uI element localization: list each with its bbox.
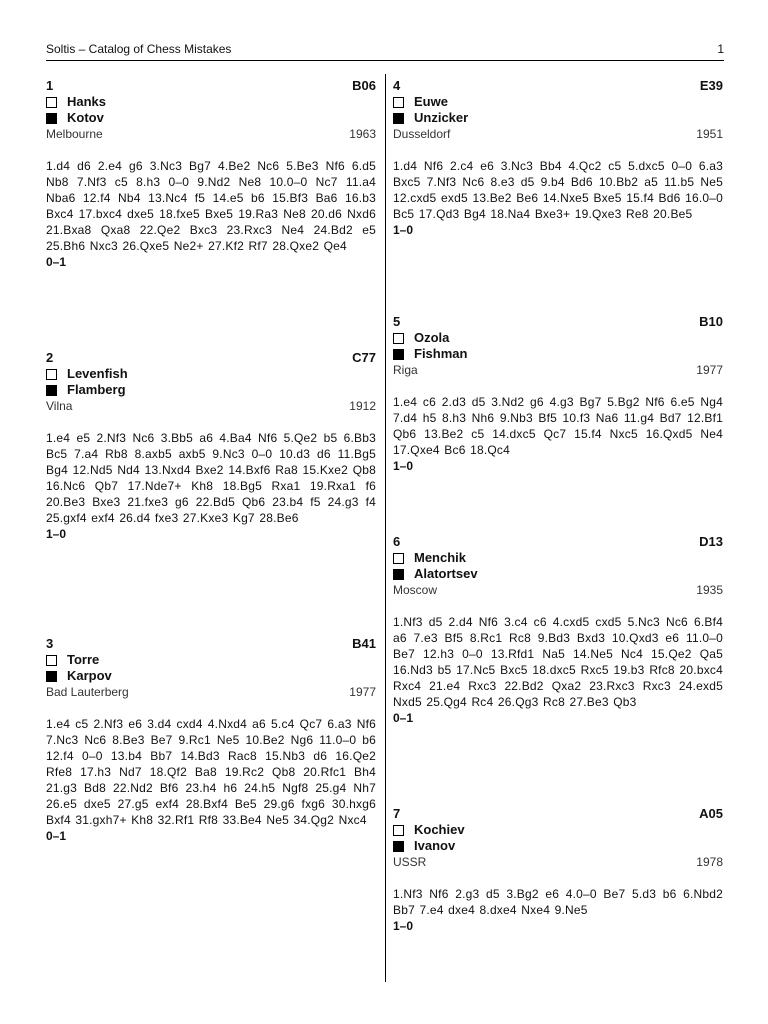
white-square-icon — [46, 97, 57, 108]
event-line — [393, 582, 723, 598]
game-entry — [393, 78, 723, 314]
white-square-icon — [46, 369, 57, 380]
black-player — [393, 110, 723, 126]
black-player-name: Ivanov — [414, 838, 456, 853]
game-entry — [393, 534, 723, 806]
black-player — [393, 566, 723, 582]
game-moves: 1.Nf3 Nf6 2.g3 d5 3.Bg2 e6 4.0–0 Be7 5.d3 b6 6.Nbd2 Bb7 7.e4 dxe4 8.dxe4 Nxe4 9.Ne5 — [393, 887, 723, 917]
eco-code: E39 — [699, 78, 723, 93]
event-year: 1978 — [696, 855, 723, 869]
white-player-name: Ozola — [414, 330, 450, 345]
black-square-icon — [393, 841, 404, 852]
black-square-icon — [393, 113, 404, 124]
white-player — [393, 550, 723, 566]
game-result: 1–0 — [46, 527, 67, 541]
event-place: Riga — [393, 363, 418, 377]
black-square-icon — [46, 671, 57, 682]
black-square-icon — [393, 349, 404, 360]
white-player-name: Kochiev — [414, 822, 465, 837]
game-header — [46, 350, 376, 366]
white-player — [393, 330, 723, 346]
game-moves: 1.e4 c6 2.d3 d5 3.Nd2 g6 4.g3 Bg7 5.Bg2 Nf6 6.e5 Ng4 7.d4 h5 8.h3 Nh6 9.Nb3 Bf5 10.f3 Na6 11.g4 Bd7 12.Bf1 Qb6 13.Be2 c5 14.dxc5 Qc7 15.f4 Nxc5 16.Qxd5 Ne4 17.Qxe4 Bc6 18.Qc4 — [393, 395, 723, 457]
game-number: 3 — [46, 636, 54, 651]
white-player-name: Hanks — [67, 94, 107, 109]
game-result: 1–0 — [393, 223, 414, 237]
event-place: Dusseldorf — [393, 127, 451, 141]
white-player-name: Menchik — [414, 550, 467, 565]
game-result: 0–1 — [46, 255, 67, 269]
event-place: Vilna — [46, 399, 73, 413]
black-player-name: Flamberg — [67, 382, 126, 397]
game-header — [393, 78, 723, 94]
game-header — [393, 806, 723, 822]
black-square-icon — [46, 113, 57, 124]
event-line — [393, 854, 723, 870]
white-square-icon — [393, 97, 404, 108]
white-player — [46, 652, 376, 668]
white-square-icon — [393, 333, 404, 344]
game-header — [393, 314, 723, 330]
white-player-name: Euwe — [414, 94, 448, 109]
game-entry — [393, 806, 723, 934]
white-square-icon — [393, 553, 404, 564]
white-player — [46, 94, 376, 110]
game-result: 1–0 — [393, 919, 414, 933]
event-line — [46, 126, 376, 142]
black-player-name: Kotov — [67, 110, 104, 125]
black-square-icon — [393, 569, 404, 580]
game-header — [46, 78, 376, 94]
black-player-name: Karpov — [67, 668, 112, 683]
black-player — [393, 346, 723, 362]
event-line — [393, 362, 723, 378]
game-number: 7 — [393, 806, 401, 821]
event-line — [46, 398, 376, 414]
game-number: 6 — [393, 534, 401, 549]
game-header — [46, 636, 376, 652]
black-player-name: Alatortsev — [414, 566, 478, 581]
white-square-icon — [393, 825, 404, 836]
white-square-icon — [46, 655, 57, 666]
white-player — [393, 94, 723, 110]
black-player — [393, 838, 723, 854]
event-year: 1912 — [349, 399, 376, 413]
white-player — [46, 366, 376, 382]
event-year: 1977 — [349, 685, 376, 699]
game-number: 5 — [393, 314, 401, 329]
game-result: 0–1 — [393, 711, 414, 725]
game-moves: 1.d4 d6 2.e4 g6 3.Nc3 Bg7 4.Be2 Nc6 5.Be3 Nf6 6.d5 Nb8 7.Nf3 c5 8.h3 0–0 9.Nd2 Ne8 10.0–0 Nc7 11.a4 Nba6 12.f4 Nb4 13.Nc4 f5 14.e5 b6 15.Bf3 Ba6 16.b3 Bxc4 17.bxc4 dxe5 18.fxe5 Bxe5 19.Ra3 Ne8 20.d6 Nxd6 21.Bxa8 Qxa8 22.Qe2 Bxc3 23.Rxc3 Ne4 24.Bd2 e5 25.Bh6 Nxc3 26.Qxe5 Ne2+ 27.Kf2 Rf7 28.Qxe2 Qe4 — [46, 159, 376, 253]
black-square-icon — [46, 385, 57, 396]
eco-code: A05 — [699, 806, 723, 821]
eco-code: B41 — [352, 636, 376, 651]
game-moves: 1.e4 c5 2.Nf3 e6 3.d4 cxd4 4.Nxd4 a6 5.c4 Qc7 6.a3 Nf6 7.Nc3 Nc6 8.Be3 Be7 9.Rc1 Ne5 10.Be2 Ng6 11.0–0 b6 12.f4 0–0 13.b4 Bb7 14.Bd3 Rac8 15.Nb3 d6 16.Qe2 Rfe8 17.h3 Nd7 18.Qf2 Ba8 19.Rc2 Qb8 20.Rfc1 Bh4 21.g3 Bd8 22.Nd2 Bf6 23.h4 h6 24.h5 Ngf8 25.g4 Nh7 26.e5 dxe5 27.g5 exf4 28.Bxf4 Be5 29.g6 fxg6 30.hxg6 Bxf4 31.gxh7+ Kh8 32.Rf1 Rf8 33.Be4 Ne5 34.Qg2 Nxc4 — [46, 717, 376, 827]
white-player-name: Levenfish — [67, 366, 128, 381]
event-year: 1977 — [696, 363, 723, 377]
eco-code: C77 — [352, 350, 376, 365]
game-moves: 1.e4 e5 2.Nf3 Nc6 3.Bb5 a6 4.Ba4 Nf6 5.Qe2 b5 6.Bb3 Bc5 7.a4 Rb8 8.axb5 axb5 9.Nc3 0–0 10.d3 d6 11.Bg5 Bg4 12.Nd5 Nd4 13.Nxd4 Bxe2 14.Bxf6 Ra8 15.Kxe2 Qb8 16.Nc6 Qb7 17.Nde7+ Kh8 18.Bg5 Rxa1 19.Rxa1 f6 20.Be3 Bxe3 21.fxe3 g6 22.Bd5 Qb6 23.b4 f5 24.g3 f4 25.gxf4 exf4 26.d4 fxe3 27.Kxe3 Kg7 28.Be6 — [46, 431, 376, 525]
eco-code: B10 — [699, 314, 723, 329]
game-moves: 1.Nf3 d5 2.d4 Nf6 3.c4 c6 4.cxd5 cxd5 5.Nc3 Nc6 6.Bf4 a6 7.e3 Bf5 8.Rc1 Rc8 9.Bd3 Bxd3 10.Qxd3 e6 11.0–0 Be7 12.h3 0–0 13.Rfd1 Na5 14.Ne5 Nc4 15.Qe2 Qa5 16.Nd3 b5 17.Nc5 Bxc5 18.dxc5 Rxc5 19.b3 Rfc8 20.bxc4 Rxc4 21.e4 Rxc3 22.Bd2 Qxa2 23.Rxc3 Rxc3 24.exd5 Nxd5 25.Qg4 Rc4 26.Qg3 Rc8 27.Be3 Qb3 — [393, 615, 723, 709]
white-player — [393, 822, 723, 838]
game-moves: 1.d4 Nf6 2.c4 e6 3.Nc3 Bb4 4.Qc2 c5 5.dxc5 0–0 6.a3 Bxc5 7.Nf3 Nc6 8.e3 d5 9.b4 Bd6 10.Bb2 a5 11.b5 Ne5 12.cxd5 exd5 13.Be2 Be6 14.Nxe5 Bxe5 15.f4 Bd6 16.0–0 Bc5 17.Qd3 Bg4 18.Na4 Bxe3+ 19.Qxe3 Re8 20.Be5 — [393, 159, 723, 221]
left-column — [46, 78, 376, 844]
game-entry — [46, 78, 376, 350]
eco-code: D13 — [699, 534, 723, 549]
right-column — [393, 78, 723, 934]
black-player — [46, 382, 376, 398]
black-player — [46, 110, 376, 126]
game-number: 4 — [393, 78, 401, 93]
eco-code: B06 — [352, 78, 376, 93]
event-year: 1951 — [696, 127, 723, 141]
game-result: 0–1 — [46, 829, 67, 843]
game-entry — [46, 350, 376, 636]
event-place: Bad Lauterberg — [46, 685, 129, 699]
page-number: 1 — [717, 42, 724, 56]
event-year: 1963 — [349, 127, 376, 141]
game-header — [393, 534, 723, 550]
column-divider — [385, 74, 386, 982]
white-player-name: Torre — [67, 652, 100, 667]
running-title: Soltis – Catalog of Chess Mistakes — [46, 42, 232, 56]
game-number: 2 — [46, 350, 54, 365]
black-player-name: Unzicker — [414, 110, 469, 125]
game-entry — [46, 636, 376, 844]
event-place: Melbourne — [46, 127, 103, 141]
event-line — [393, 126, 723, 142]
event-line — [46, 684, 376, 700]
game-entry — [393, 314, 723, 534]
event-place: USSR — [393, 855, 427, 869]
black-player-name: Fishman — [414, 346, 468, 361]
game-result: 1–0 — [393, 459, 414, 473]
event-place: Moscow — [393, 583, 438, 597]
game-number: 1 — [46, 78, 54, 93]
page-header — [46, 42, 724, 61]
event-year: 1935 — [696, 583, 723, 597]
black-player — [46, 668, 376, 684]
